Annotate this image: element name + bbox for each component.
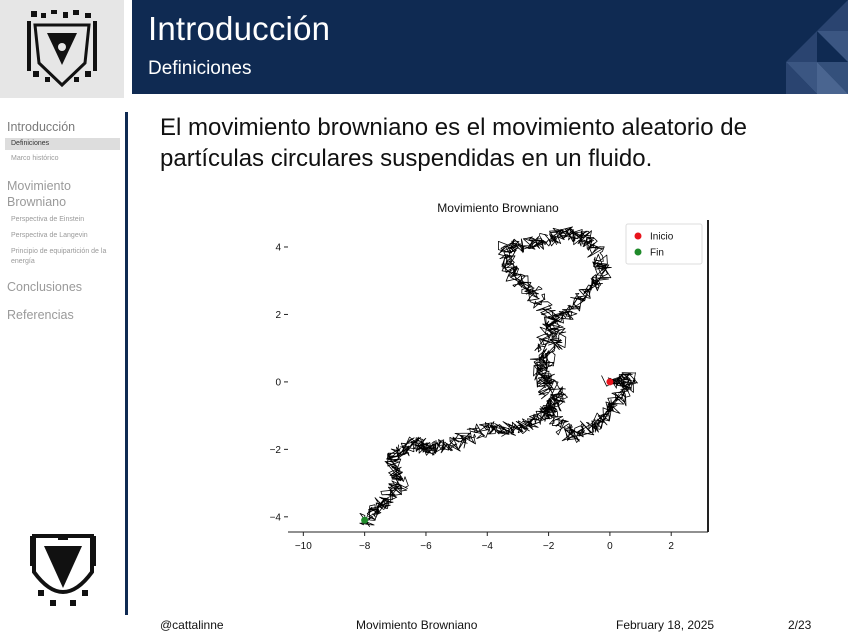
legend-marker bbox=[635, 233, 642, 240]
chart-legend bbox=[626, 224, 702, 264]
chart-axes bbox=[270, 220, 708, 552]
crest-icon bbox=[25, 7, 99, 91]
brownian-motion-chart bbox=[258, 194, 728, 564]
slide-subtitle: Definiciones bbox=[148, 58, 252, 79]
legend-label: Inicio bbox=[650, 231, 674, 243]
footer-title: Movimiento Browniano bbox=[356, 618, 478, 632]
footer-page: 2/23 bbox=[788, 618, 812, 632]
sidebar-item-marco-historico[interactable]: Marco histórico bbox=[11, 155, 59, 162]
sidebar-item-einstein[interactable]: Perspectiva de Einstein bbox=[11, 216, 85, 223]
legend-label: Fin bbox=[650, 247, 664, 259]
x-tick-label: −4 bbox=[481, 541, 493, 552]
legend-marker bbox=[635, 249, 642, 256]
sidebar-section-introduccion[interactable]: Introducción bbox=[7, 120, 76, 134]
end-point-marker bbox=[361, 517, 368, 524]
seal-icon bbox=[28, 532, 98, 610]
university-logo-small bbox=[28, 532, 98, 610]
y-tick-label: −2 bbox=[269, 444, 281, 456]
header-decoration bbox=[748, 0, 848, 94]
start-point-marker bbox=[606, 378, 613, 385]
trajectory-layer bbox=[360, 227, 638, 527]
footer-author: @cattalinne bbox=[160, 618, 224, 632]
definition-text: El movimiento browniano es el movimiento aleatorio de partículas circulares suspendidas en un fluido. bbox=[160, 114, 747, 172]
x-tick-label: 0 bbox=[607, 541, 613, 552]
slide-header bbox=[132, 0, 848, 94]
trajectory-line bbox=[360, 227, 638, 527]
sidebar-item-definiciones[interactable]: Definiciones bbox=[5, 138, 120, 150]
sidebar-section-referencias[interactable]: Referencias bbox=[7, 308, 74, 322]
sidebar-nav bbox=[0, 112, 124, 323]
footer-date: February 18, 2025 bbox=[616, 618, 715, 632]
x-tick-label: −8 bbox=[358, 541, 371, 552]
legend-box bbox=[626, 224, 702, 264]
y-tick-label: 0 bbox=[275, 377, 281, 389]
x-tick-label: −6 bbox=[420, 541, 432, 552]
x-tick-label: −2 bbox=[542, 541, 555, 552]
sidebar-item-equiparticion[interactable]: Principio de equipartición de la energía bbox=[11, 248, 107, 265]
x-tick-label: 2 bbox=[668, 541, 674, 552]
header-gap bbox=[124, 0, 132, 98]
sidebar-section-movimiento[interactable]: Movimiento Browniano bbox=[7, 179, 71, 209]
sidebar-rule bbox=[125, 112, 128, 615]
chart-title: Movimiento Browniano bbox=[437, 201, 559, 215]
slide-title: Introducción bbox=[148, 10, 331, 47]
sidebar-section-conclusiones[interactable]: Conclusiones bbox=[7, 280, 83, 294]
y-tick-label: −4 bbox=[269, 512, 281, 524]
x-tick-label: −10 bbox=[294, 541, 312, 552]
y-tick-label: 2 bbox=[275, 309, 281, 321]
university-logo bbox=[0, 0, 124, 98]
sidebar-item-langevin[interactable]: Perspectiva de Langevin bbox=[11, 232, 88, 239]
y-tick-label: 4 bbox=[275, 242, 281, 254]
